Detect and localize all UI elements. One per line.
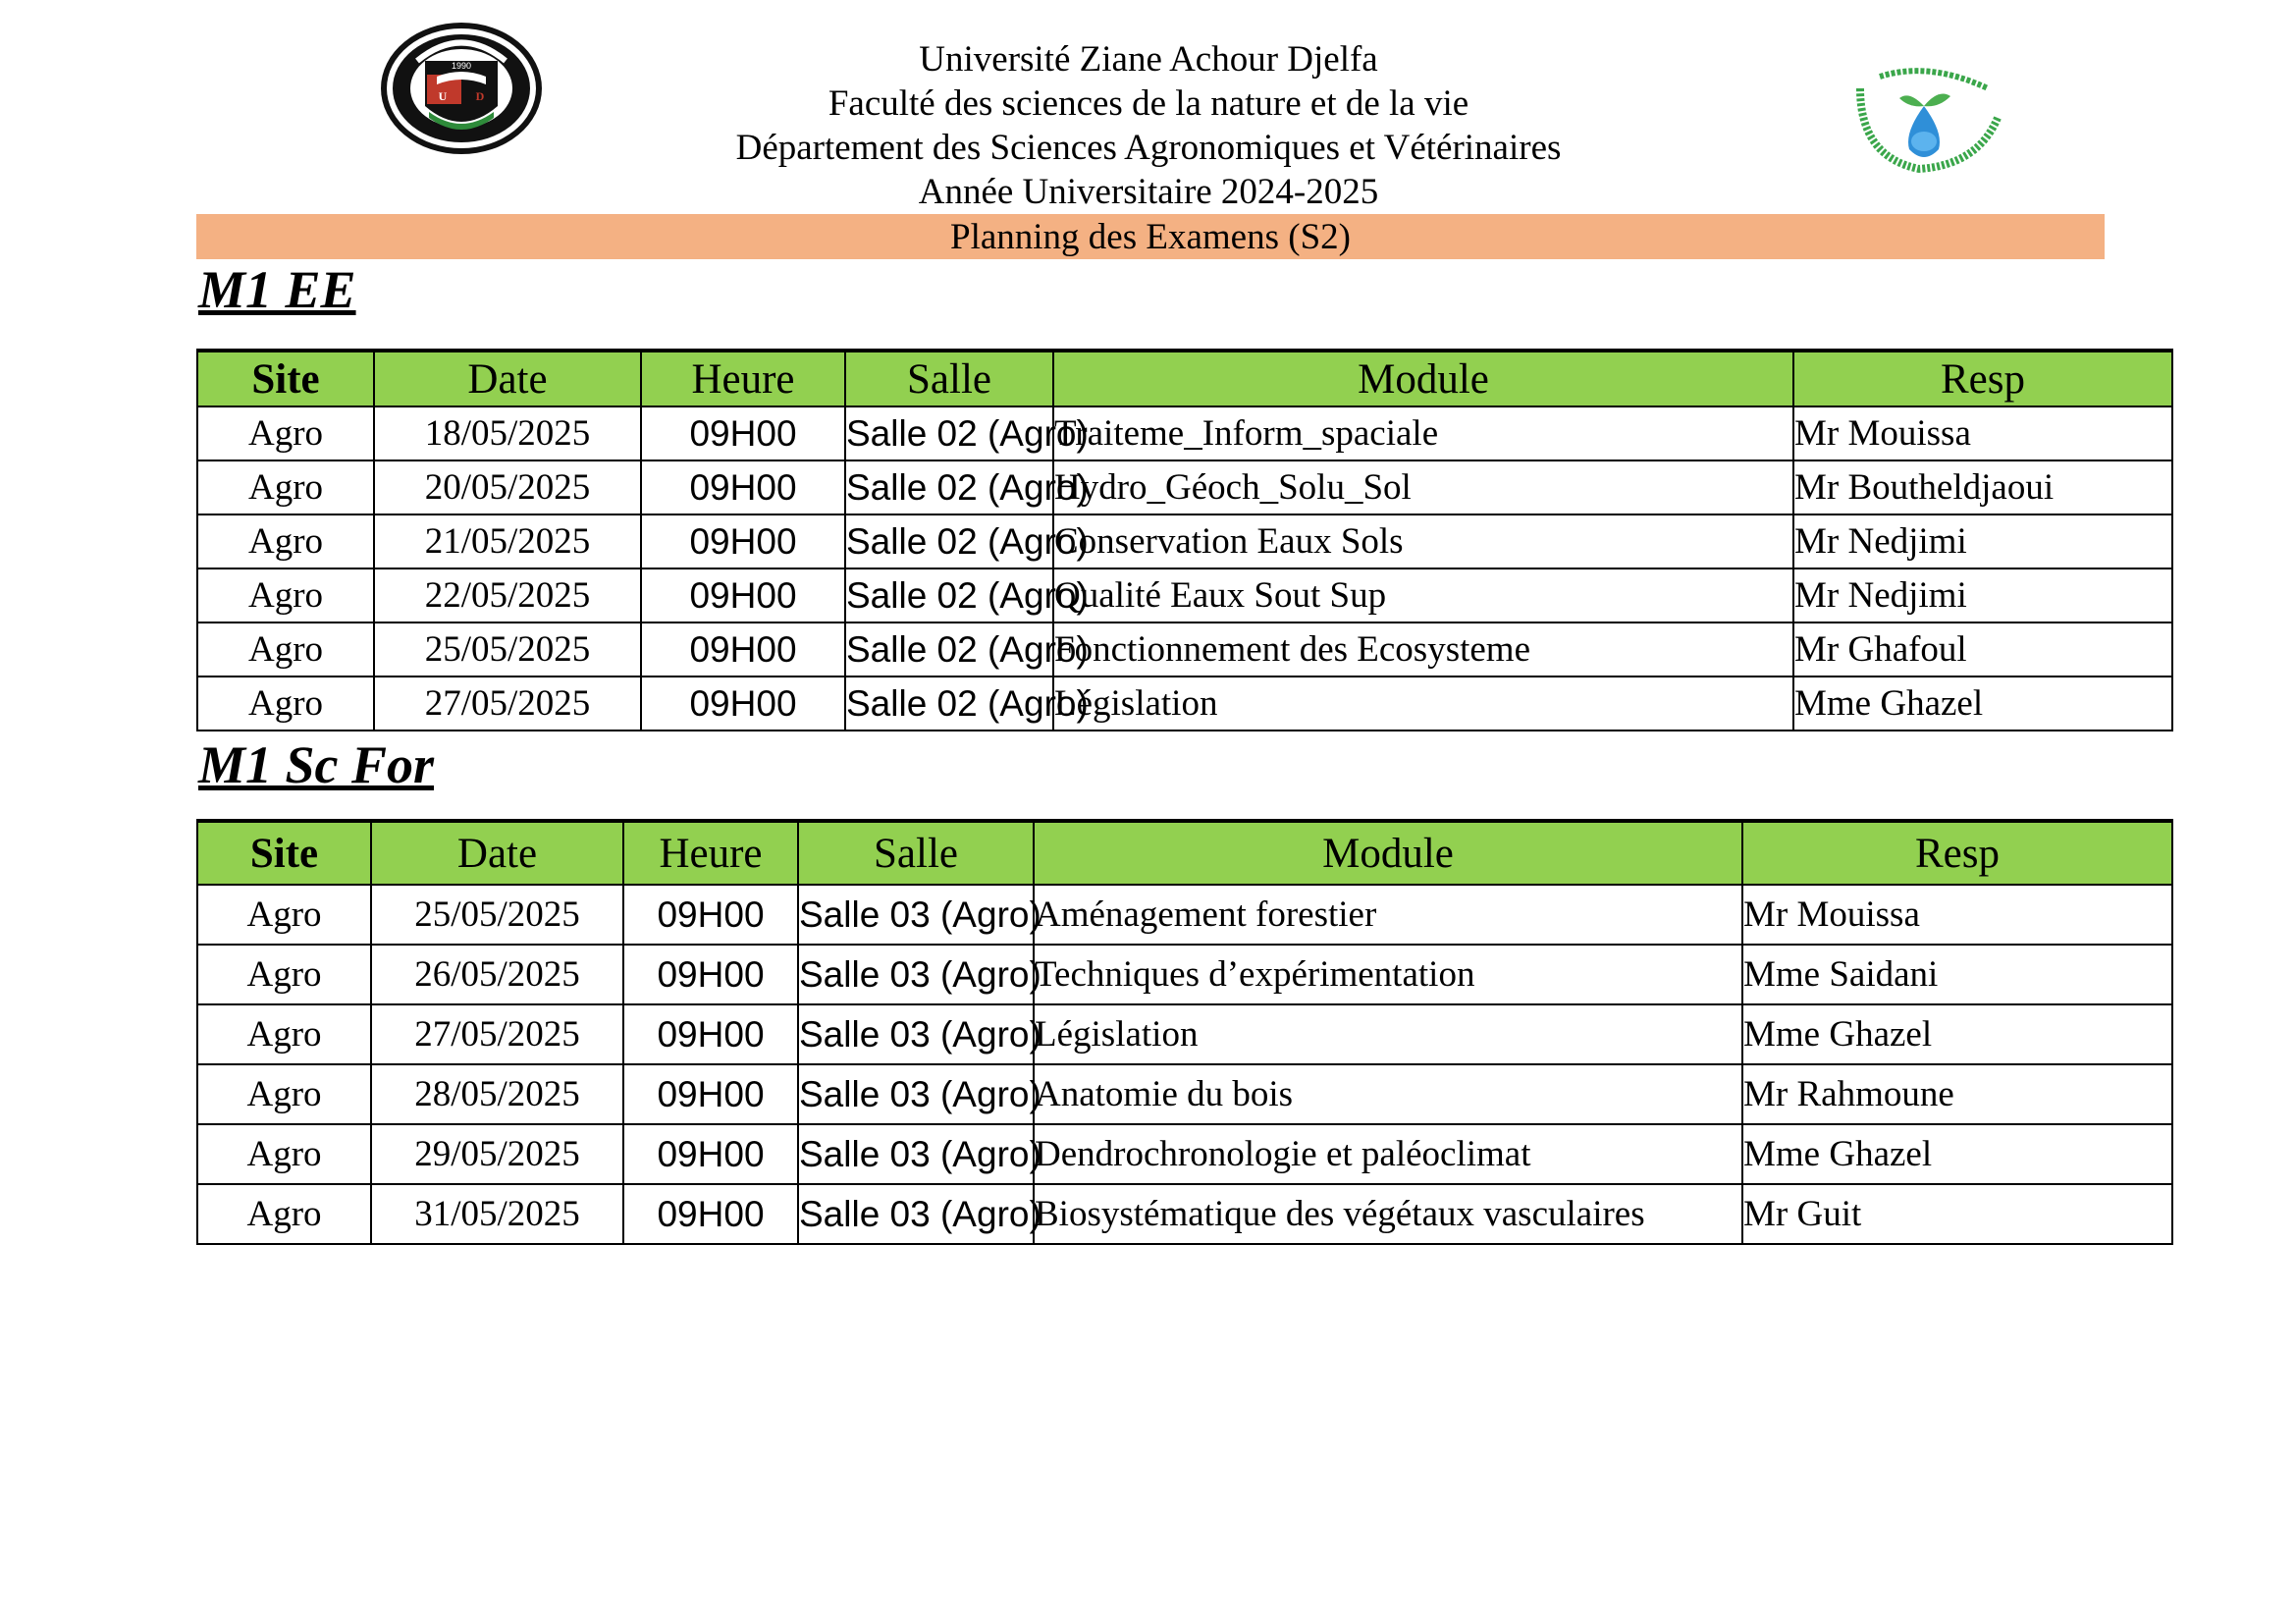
cell-heure: 09H00 xyxy=(623,1004,798,1064)
cell-module: Anatomie du bois xyxy=(1034,1064,1742,1124)
cell-date: 25/05/2025 xyxy=(371,885,623,945)
cell-date: 28/05/2025 xyxy=(371,1064,623,1124)
col-header-module: Module xyxy=(1053,351,1793,406)
col-header-salle: Salle xyxy=(798,821,1034,885)
cell-salle: Salle 03 (Agro) xyxy=(798,945,1034,1004)
cell-resp: Mr Mouissa xyxy=(1742,885,2172,945)
cell-date: 22/05/2025 xyxy=(374,568,641,623)
col-header-salle: Salle xyxy=(845,351,1053,406)
cell-salle: Salle 02 (Agro) xyxy=(845,406,1053,460)
col-header-resp: Resp xyxy=(1793,351,2172,406)
academic-year: Année Universitaire 2024-2025 xyxy=(918,172,1379,212)
cell-site: Agro xyxy=(197,1004,371,1064)
cell-site: Agro xyxy=(197,406,374,460)
cell-date: 18/05/2025 xyxy=(374,406,641,460)
table-row xyxy=(197,1124,2172,1184)
cell-resp: Mr Mouissa xyxy=(1793,406,2172,460)
cell-heure: 09H00 xyxy=(623,945,798,1004)
cell-salle: Salle 02 (Agro) xyxy=(845,677,1053,731)
cell-module: Techniques d’expérimentation xyxy=(1034,945,1742,1004)
cell-heure: 09H00 xyxy=(641,568,845,623)
cell-module: Conservation Eaux Sols xyxy=(1053,514,1793,568)
cell-module: Législation xyxy=(1053,677,1793,731)
table-row xyxy=(197,406,2172,460)
cell-module: Biosystématique des végétaux vasculaires xyxy=(1034,1184,1742,1244)
cell-heure: 09H00 xyxy=(623,1064,798,1124)
cell-resp: Mr Nedjimi xyxy=(1793,568,2172,623)
university-name: Université Ziane Achour Djelfa xyxy=(919,39,1378,80)
cell-date: 27/05/2025 xyxy=(371,1004,623,1064)
cell-site: Agro xyxy=(197,1064,371,1124)
cell-site: Agro xyxy=(197,1184,371,1244)
cell-site: Agro xyxy=(197,885,371,945)
cell-salle: Salle 02 (Agro) xyxy=(845,460,1053,514)
table-row xyxy=(197,1064,2172,1124)
cell-salle: Salle 03 (Agro) xyxy=(798,1184,1034,1244)
col-header-date: Date xyxy=(371,821,623,885)
table-header-row xyxy=(197,351,2172,406)
logo-year: 1990 xyxy=(451,61,472,71)
cell-heure: 09H00 xyxy=(623,885,798,945)
cell-site: Agro xyxy=(197,945,371,1004)
cell-site: Agro xyxy=(197,568,374,623)
table-body xyxy=(197,885,2172,1244)
cell-resp: Mr Rahmoune xyxy=(1742,1064,2172,1124)
table-row xyxy=(197,945,2172,1004)
cell-salle: Salle 03 (Agro) xyxy=(798,1124,1034,1184)
cell-module: Hydro_Géoch_Solu_Sol xyxy=(1053,460,1793,514)
col-header-resp: Resp xyxy=(1742,821,2172,885)
document-header xyxy=(687,37,1610,214)
cell-heure: 09H00 xyxy=(623,1124,798,1184)
col-header-site: Site xyxy=(197,351,374,406)
cell-salle: Salle 03 (Agro) xyxy=(798,885,1034,945)
table-row xyxy=(197,885,2172,945)
cell-heure: 09H00 xyxy=(641,677,845,731)
cell-date: 29/05/2025 xyxy=(371,1124,623,1184)
cell-heure: 09H00 xyxy=(641,623,845,677)
department-name: Département des Sciences Agronomiques et Vétérinaires xyxy=(735,128,1562,168)
cell-site: Agro xyxy=(197,460,374,514)
cell-module: Législation xyxy=(1034,1004,1742,1064)
cell-date: 25/05/2025 xyxy=(374,623,641,677)
cell-date: 26/05/2025 xyxy=(371,945,623,1004)
cell-heure: 09H00 xyxy=(641,460,845,514)
cell-salle: Salle 03 (Agro) xyxy=(798,1004,1034,1064)
col-header-site: Site xyxy=(197,821,371,885)
cell-salle: Salle 02 (Agro) xyxy=(845,623,1053,677)
logo-letter-d: D xyxy=(475,89,485,103)
faculty-logo xyxy=(1841,59,2007,187)
col-header-heure: Heure xyxy=(623,821,798,885)
table-row xyxy=(197,623,2172,677)
col-header-date: Date xyxy=(374,351,641,406)
table-row xyxy=(197,1184,2172,1244)
cell-date: 31/05/2025 xyxy=(371,1184,623,1244)
col-header-heure: Heure xyxy=(641,351,845,406)
cell-date: 21/05/2025 xyxy=(374,514,641,568)
cell-resp: Mr Guit xyxy=(1742,1184,2172,1244)
table-row xyxy=(197,514,2172,568)
logo-letter-u: U xyxy=(438,89,448,103)
table-row xyxy=(197,677,2172,731)
university-logo xyxy=(378,20,545,157)
table-header-row xyxy=(197,821,2172,885)
faculty-name: Faculté des sciences de la nature et de la vie xyxy=(828,83,1469,124)
cell-module: Dendrochronologie et paléoclimat xyxy=(1034,1124,1742,1184)
cell-resp: Mr Boutheldjaoui xyxy=(1793,460,2172,514)
section-title-m1-sc-for: M1 Sc For xyxy=(198,735,435,794)
table-body xyxy=(197,406,2172,731)
cell-heure: 09H00 xyxy=(641,514,845,568)
cell-resp: Mme Ghazel xyxy=(1742,1004,2172,1064)
cell-resp: Mme Ghazel xyxy=(1742,1124,2172,1184)
cell-resp: Mr Nedjimi xyxy=(1793,514,2172,568)
exam-table-m1-sc-for xyxy=(196,819,2173,1245)
cell-salle: Salle 03 (Agro) xyxy=(798,1064,1034,1124)
cell-salle: Salle 02 (Agro) xyxy=(845,514,1053,568)
col-header-module: Module xyxy=(1034,821,1742,885)
cell-resp: Mr Ghafoul xyxy=(1793,623,2172,677)
cell-site: Agro xyxy=(197,623,374,677)
cell-site: Agro xyxy=(197,677,374,731)
exam-planning-banner: Planning des Examens (S2) xyxy=(196,214,2105,259)
table-row xyxy=(197,460,2172,514)
table-row xyxy=(197,568,2172,623)
cell-site: Agro xyxy=(197,1124,371,1184)
cell-date: 20/05/2025 xyxy=(374,460,641,514)
cell-resp: Mme Saidani xyxy=(1742,945,2172,1004)
cell-resp: Mme Ghazel xyxy=(1793,677,2172,731)
table-row xyxy=(197,1004,2172,1064)
cell-heure: 09H00 xyxy=(641,406,845,460)
cell-module: Qualité Eaux Sout Sup xyxy=(1053,568,1793,623)
cell-module: Fonctionnement des Ecosysteme xyxy=(1053,623,1793,677)
section-title-m1-ee: M1 EE xyxy=(198,260,356,319)
exam-table-m1-ee xyxy=(196,349,2173,731)
cell-module: Traiteme_Inform_spaciale xyxy=(1053,406,1793,460)
cell-heure: 09H00 xyxy=(623,1184,798,1244)
cell-site: Agro xyxy=(197,514,374,568)
cell-date: 27/05/2025 xyxy=(374,677,641,731)
cell-module: Aménagement forestier xyxy=(1034,885,1742,945)
cell-salle: Salle 02 (Agro) xyxy=(845,568,1053,623)
